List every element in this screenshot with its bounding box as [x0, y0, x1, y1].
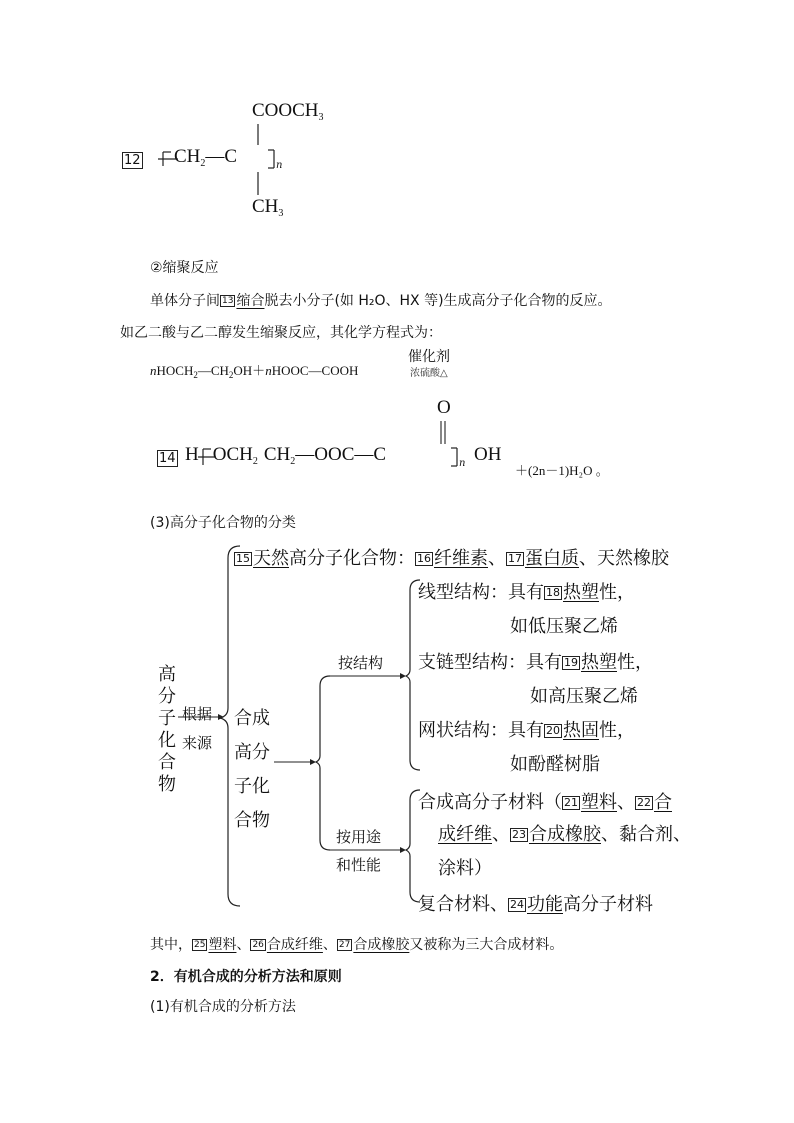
- by-use-label-1: 按用途: [336, 828, 382, 846]
- synthetic-label: 合成 高分 子化 合物: [234, 708, 270, 831]
- para1: 单体分子间 13 缩合脱去小分子(如 H₂O、HX 等)生成高分子化合物的反应。: [150, 293, 612, 309]
- classification-label: (3)高分子化合物的分类: [150, 515, 296, 531]
- heading-analysis: 2．有机合成的分析方法和原则: [150, 969, 342, 985]
- network-structure: 网状结构：具有 20 热固性，: [418, 720, 635, 741]
- formula12-n: n: [276, 160, 283, 171]
- network-example: 如酚醛树脂: [510, 754, 600, 775]
- branched-example: 如高压聚乙烯: [530, 686, 638, 707]
- answer-13: 缩合: [236, 293, 265, 309]
- by-structure-label: 按结构: [338, 654, 384, 672]
- synthetic-materials-line3: 涂料）: [438, 858, 492, 879]
- formula14-tail: ＋(2n－1)H₂O 。: [515, 463, 609, 478]
- formula12-top: $COOCH_3$: [252, 100, 324, 123]
- answer-number-13: 13: [222, 296, 234, 306]
- synthetic-materials-line2: 成纤维、 23 合成橡胶、黏合剂、: [438, 824, 691, 845]
- condition-label: 浓硫酸△: [410, 368, 448, 379]
- synthetic-materials-line1: 合成高分子材料（ 21 塑料、 22 合: [418, 792, 672, 813]
- formula14-o: O: [437, 397, 451, 418]
- formula14-oh: OH: [474, 444, 502, 465]
- section-label: ②缩聚反应: [150, 260, 219, 276]
- by-use-label-2: 和性能: [336, 856, 382, 874]
- formula12-number: 12: [124, 153, 141, 168]
- branched-structure: 支链型结构：具有 19 热塑性，: [418, 652, 653, 673]
- formula14-number: 14: [159, 451, 176, 466]
- tree-root: 高 分 子 化 合 物: [158, 664, 176, 795]
- by-source-label-2: 来源: [182, 734, 213, 752]
- para2: 如乙二酸与乙二醇发生缩聚反应，其化学方程式为：: [120, 325, 442, 341]
- formula12-bottom: $CH_3$: [252, 196, 284, 219]
- equation: $nHOCH_2—CH_2OH+nHOOC—COOH$: [150, 363, 359, 380]
- linear-structure: 线型结构：具有 18 热塑性，: [418, 582, 635, 603]
- composite-materials: 复合材料、 24 功能高分子材料: [418, 894, 653, 915]
- formula12-chain: $CH_2—C$: [174, 146, 238, 169]
- summary: 其中， 25 塑料、 26 合成纤维、 27 合成橡胶又被称为三大合成材料。: [150, 937, 564, 953]
- linear-example: 如低压聚乙烯: [510, 616, 618, 637]
- natural-row: 15 天然高分子化合物： 16 纤维素、 17 蛋白质、天然橡胶: [236, 548, 669, 569]
- formula14-n: n: [459, 458, 466, 469]
- by-source-label-1: 根据: [182, 705, 213, 723]
- catalyst-label: 催化剂: [408, 349, 450, 365]
- heading-methods: (1)有机合成的分析方法: [150, 999, 296, 1015]
- formula14-chain: H $OCH_2$ $CH_2—OOC—C$: [185, 444, 387, 467]
